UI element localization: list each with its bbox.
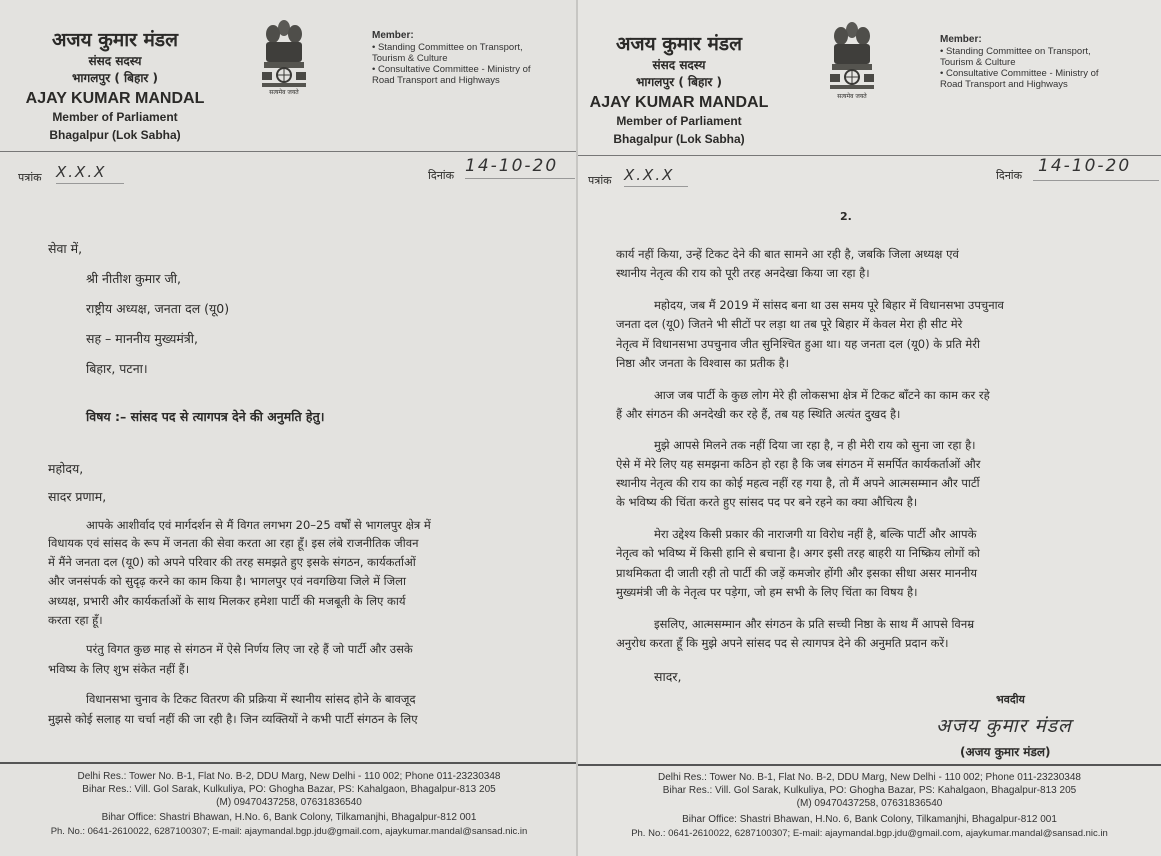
footer-line: Delhi Res.: Tower No. B-1, Flat No. B-2, DDU Marg, New Delhi - 110 002; Phone 011-23230348 — [77, 771, 501, 782]
footer-line: Ph. No.: 0641-2610022, 6287100307; E-mail: ajaymandal.bgp.jdu@gmail.com, ajaykumar.mandal@sansad.nic.in — [50, 826, 528, 837]
footer-line: Bihar Res.: Vill. Gol Sarak, Kulkuliya, PO: Ghogha Bazar, PS: Kahalgaon, Bhagalpur-813 205 — [82, 784, 496, 795]
address-line: श्री नीतीश कुमार जी, — [86, 271, 181, 286]
greeting: सादर प्रणाम, — [48, 489, 107, 504]
paragraph-line: महोदय, जब मैं 2019 में सांसद बना था उस समय पूरे बिहार में विधानसभा उपचुनाव — [654, 298, 1004, 312]
letterhead-constituency: Bhagalpur (Lok Sabha) — [613, 132, 745, 146]
closing: सादर, — [654, 669, 682, 684]
letterhead-title-english: Member of Parliament — [616, 114, 742, 128]
date-value: 14-10-20 — [1038, 156, 1132, 176]
reference-label: पत्रांक — [588, 174, 612, 187]
letter-page-2 — [578, 0, 1161, 856]
paragraph-line: स्थानीय नेतृत्व की राय का कोई महत्व नहीं रह गया है, तो मैं अपने आत्मसम्मान और पार्टी — [616, 476, 980, 490]
letter-page-1 — [0, 0, 578, 856]
letterhead-title-hindi: संसद सदस्य — [652, 58, 706, 72]
salutation: महोदय, — [48, 461, 84, 476]
footer-line: Ph. No.: 0641-2610022, 6287100307; E-mail: ajaymandal.bgp.jdu@gmail.com, ajaykumar.mandal@sansad.nic.in — [631, 828, 1108, 839]
letterhead-constituency: Bhagalpur (Lok Sabha) — [49, 128, 181, 142]
paragraph-line: आज जब पार्टी के कुछ लोग मेरे ही लोकसभा क्षेत्र में टिकट बाँटने का काम कर रहे — [654, 388, 990, 402]
paragraph-line: मुझे आपसे मिलने तक नहीं दिया जा रहा है, न ही मेरी राय को सुना जा रहा है। — [654, 438, 976, 452]
paragraph-line: परंतु विगत कुछ माह से संगठन में ऐसे निर्णय लिए जा रहे हैं जो पार्टी और उसके — [86, 642, 413, 656]
address-line: सह – माननीय मुख्यमंत्री, — [86, 331, 198, 346]
paragraph-line: के भविष्य की चिंता करते हुए सांसद पद पर बने रहने का क्या औचित्य है। — [616, 495, 918, 509]
paragraph-line: अध्यक्ष, प्रभारी और कार्यकर्ताओं के साथ मिलकर हमेशा पार्टी की मजबूती के लिए कार्य — [48, 594, 406, 608]
committee-line: Tourism & Culture — [372, 53, 448, 64]
paragraph-line: विधानसभा चुनाव के टिकट वितरण की प्रक्रिया में स्थानीय सांसद होने के बावजूद — [86, 692, 416, 706]
reference-underline — [56, 183, 124, 184]
paragraph-line: करता रहा हूँ। — [48, 613, 103, 627]
paragraph-line: जनता दल (यू0) जितने भी सीटों पर लड़ा था तब पूरे बिहार में केवल मेरा ही सीट मेरे — [616, 317, 963, 331]
letterhead-place-hindi: भागलपुर ( बिहार ) — [635, 75, 722, 89]
reference-underline — [624, 186, 688, 187]
footer-line: Bihar Res.: Vill. Gol Sarak, Kulkuliya, PO: Ghogha Bazar, PS: Kahalgaon, Bhagalpur-813 205 — [662, 785, 1077, 796]
member-heading: Member: — [940, 34, 982, 45]
page-number: 2. — [840, 210, 852, 223]
paragraph-line: विधायक एवं सांसद के रूप में जनता की सेवा करता आ रहा हूँ। इस लंबे राजनीतिक जीवन — [48, 536, 419, 550]
signatory-name: (अजय कुमार मंडल) — [960, 745, 1051, 759]
paragraph-line: मेरा उद्देश्य किसी प्रकार की नाराजगी या विरोध नहीं है, बल्कि पार्टी और आपके — [654, 527, 977, 541]
paragraph-line: नेतृत्व में विधानसभा उपचुनाव जीत सुनिश्चित हुआ था। यह जनता दल (यू0) के प्रति मेरी — [616, 337, 980, 351]
subject-line: विषय :– सांसद पद से त्यागपत्र देने की अनुमति हेतु। — [86, 409, 325, 424]
paragraph-line: में मैंने जनता दल (यू0) को अपने परिवार की तरह समझते हुए इसके संगठन, कार्यकर्ताओं — [48, 555, 416, 569]
committee-line: Road Transport and Highways — [940, 79, 1068, 90]
paragraph-line: मुख्यमंत्री जी के नेतृत्व पर पड़ेगा, जो हम सभी के लिए चिंता का विषय है। — [616, 585, 918, 599]
address-line: राष्ट्रीय अध्यक्ष, जनता दल (यू0) — [86, 301, 230, 316]
paragraph-line: ऐसे में मेरे लिए यह समझना कठिन हो रहा है कि जब संगठन में समर्पित कार्यकर्ताओं और — [616, 457, 981, 471]
date-underline — [1033, 180, 1159, 181]
address-line: बिहार, पटना। — [86, 361, 148, 376]
committee-line: Road Transport and Highways — [372, 75, 500, 86]
letterhead-name-english: AJAY KUMAR MANDAL — [25, 90, 205, 107]
paragraph-line: मुझसे कोई सलाह या चर्चा नहीं की जा रही है। जिन व्यक्तियों ने कभी पार्टी संगठन के लिए — [48, 712, 418, 726]
emblem-motto: सत्यमेव जयते — [837, 93, 867, 100]
paragraph-line: कार्य नहीं किया, उन्हें टिकट देने की बात सामने आ रही है, जबकि जिला अध्यक्ष एवं — [616, 247, 959, 261]
date-label: दिनांक — [428, 169, 455, 182]
reference-number: X.X.X — [624, 166, 675, 184]
emblem-motto: सत्यमेव जयते — [269, 89, 299, 96]
committee-line: • Consultative Committee - Ministry of — [372, 64, 531, 75]
committee-line: • Standing Committee on Transport, — [372, 42, 523, 53]
footer-line: Bihar Office: Shastri Bhawan, H.No. 6, Bank Colony, Tilkamanjhi, Bhagalpur-812 001 — [101, 812, 477, 823]
address-line: सेवा में, — [48, 241, 83, 256]
footer-line: (M) 09470437258, 07631836540 — [796, 798, 943, 809]
footer-rule — [578, 764, 1161, 766]
member-heading: Member: — [372, 30, 414, 41]
paragraph-line: आपके आशीर्वाद एवं मार्गदर्शन से मैं विगत लगभग 20–25 वर्षों से भागलपुर क्षेत्र में — [86, 518, 431, 532]
committee-line: • Consultative Committee - Ministry of — [940, 68, 1099, 79]
signature: अजय कुमार मंडल — [936, 715, 1072, 737]
footer-rule — [0, 762, 578, 764]
date-value: 14-10-20 — [465, 156, 559, 176]
header-rule — [0, 151, 578, 152]
date-underline — [465, 178, 575, 179]
date-label: दिनांक — [996, 169, 1023, 182]
national-emblem-icon — [826, 16, 878, 102]
reference-number: X.X.X — [56, 163, 107, 181]
footer-line: Bihar Office: Shastri Bhawan, H.No. 6, Bank Colony, Tilkamanjhi, Bhagalpur-812 001 — [682, 814, 1057, 825]
reference-label: पत्रांक — [18, 171, 42, 184]
footer-line: Delhi Res.: Tower No. B-1, Flat No. B-2, DDU Marg, New Delhi - 110 002; Phone 011-23230348 — [658, 772, 1081, 783]
letterhead-name-hindi: अजय कुमार मंडल — [52, 29, 178, 51]
letterhead-name-hindi: अजय कुमार मंडल — [616, 33, 742, 55]
committee-line: Tourism & Culture — [940, 57, 1016, 68]
letterhead-place-hindi: भागलपुर ( बिहार ) — [71, 71, 158, 85]
letterhead-title-english: Member of Parliament — [52, 110, 178, 124]
footer-line: (M) 09470437258, 07631836540 — [216, 797, 362, 808]
paragraph-line: स्थानीय नेतृत्व की राय को पूरी तरह अनदेखा किया जा रहा है। — [616, 266, 870, 280]
paragraph-line: अनुरोध करता हूँ कि मुझे अपने सांसद पद से त्यागपत्र देने की अनुमति प्रदान करें। — [616, 636, 949, 650]
letterhead-title-hindi: संसद सदस्य — [88, 54, 142, 68]
paragraph-line: हैं और संगठन की अनदेखी कर रहे हैं, तब यह स्थिति अत्यंत दुखद है। — [616, 407, 901, 421]
paragraph-line: निष्ठा और जनता के विश्वास का प्रतीक है। — [616, 356, 790, 370]
paragraph-line: प्राथमिकता दी जाती रही तो पार्टी की जड़ें कमजोर होंगी और इसका सीधा असर माननीय — [616, 566, 977, 580]
letterhead-name-english: AJAY KUMAR MANDAL — [589, 94, 769, 111]
valediction: भवदीय — [996, 693, 1025, 706]
paragraph-line: इसलिए, आत्मसम्मान और संगठन के प्रति सच्ची निष्ठा के साथ मैं आपसे विनम्र — [654, 617, 975, 631]
committee-line: • Standing Committee on Transport, — [940, 46, 1091, 57]
paragraph-line: नेतृत्व को भविष्य में किसी हानि से बचाना है। अगर इसी तरह बाहरी या निष्क्रिय लोगों को — [616, 546, 980, 560]
paragraph-line: भविष्य के लिए शुभ संकेत नहीं हैं। — [48, 662, 190, 676]
paragraph-line: और जनसंपर्क को सुदृढ़ करने का काम किया है। भागलपुर एवं नवगछिया जिले में जिला — [48, 574, 406, 588]
